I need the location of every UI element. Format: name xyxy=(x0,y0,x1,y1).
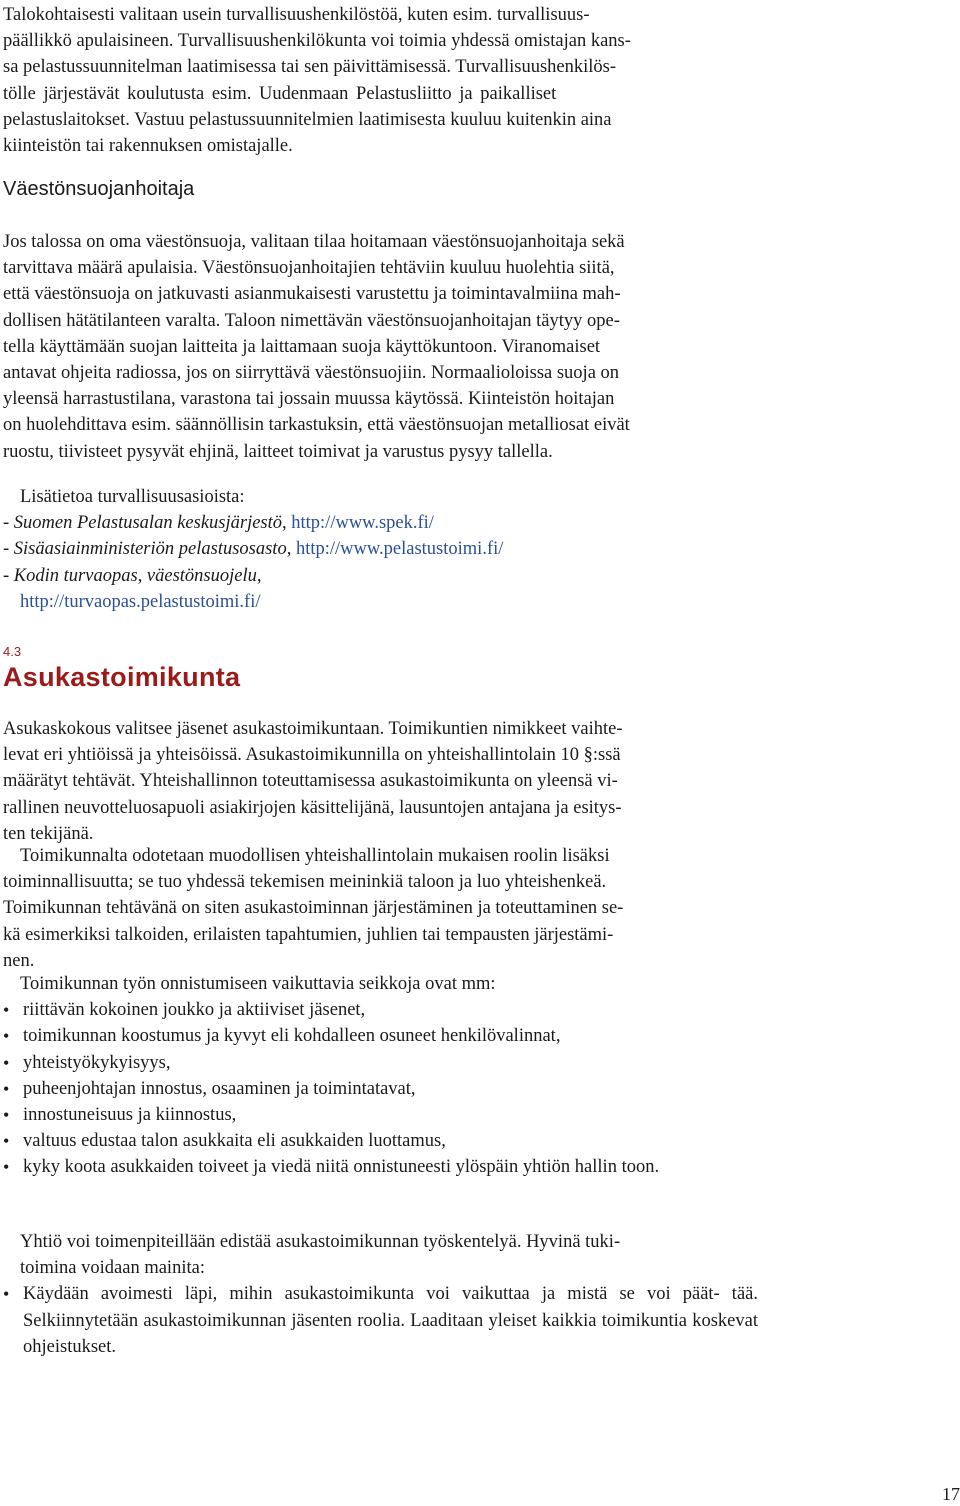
vss-line: tella käyttämään suojan laitteita ja laittamaan suoja käyttökuntoon. Viranomaiset xyxy=(3,336,601,357)
intro-line: Talokohtaisesti valitaan usein turvallisuushenkilöstöä, kuten esim. turvallisuus- xyxy=(3,5,590,25)
vss-paragraph xyxy=(3,229,761,465)
p3-intro: Toimikunnan työn onnistumiseen vaikuttavia seikkoja ovat mm: xyxy=(20,974,496,994)
link-label: Sisäasiainministeriön pelastusosasto, xyxy=(13,539,292,560)
section-number: 4.3 xyxy=(3,644,22,659)
intro-line: sa pelastussuunnitelman laatimisessa tai sen päivittämisessä. Turvallisuushenkilös- xyxy=(3,57,617,78)
link-item: - Sisäasiainministeriön pelastusosasto, http://www.pelastustoimi.fi/ xyxy=(3,539,504,560)
page-number: 17 xyxy=(942,1484,960,1504)
asukas-paragraph-1 xyxy=(3,716,761,847)
vss-line: että väestönsuoja on jatkuvasti asianmukaisesti varustettu ja toimintavalmiina mah- xyxy=(3,284,621,305)
list-item: • Käydään avoimesti läpi, mihin asukastoimikunta voi vaikuttaa ja mistä se voi päät- tää. Selkiinnytetään asukastoimikunnan jäsenten roolia. Laaditaan yleiset kaikkia toimikuntia koskevat ohjeistukset. xyxy=(3,1281,758,1360)
p2-line: Toimikunnan tehtävänä on siten asukastoiminnan järjestäminen ja toteuttaminen se- xyxy=(3,898,624,919)
vss-line: on huolehdittava esim. säännöllisin tarkastuksin, että väestönsuojan metalliosat eivät xyxy=(3,415,630,436)
p2-line: Toimikunnalta odotetaan muodollisen yhteishallintolain mukaisen roolin lisäksi xyxy=(20,846,610,866)
link-url[interactable]: http://turvaopas.pelastustoimi.fi/ xyxy=(20,591,261,612)
list-item: • innostuneisuus ja kiinnostus, xyxy=(3,1102,761,1128)
link-url[interactable]: http://www.pelastustoimi.fi/ xyxy=(295,539,504,560)
asukas-paragraph-3 xyxy=(3,971,761,1181)
p4-line: Yhtiö voi toimenpiteillään edistää asukastoimikunnan työskentelyä. Hyvinä tuki- xyxy=(20,1232,621,1252)
vss-line: tarvittava määrä apulaisia. Väestönsuojanhoitajien tehtäviin kuuluu huolehtia siitä, xyxy=(3,258,615,279)
list-item: • yhteistyökykyisyys, xyxy=(3,1050,761,1076)
intro-paragraph xyxy=(3,2,761,159)
link-label: Kodin turvaopas, väestönsuojelu, xyxy=(13,565,262,586)
list-item: • toimikunnan koostumus ja kyvyt eli kohdalleen osuneet henkilövalinnat, xyxy=(3,1023,761,1049)
links-title: Lisätietoa turvallisuusasioista: xyxy=(20,487,245,507)
intro-line: kiinteistön tai rakennuksen omistajalle. xyxy=(3,136,293,157)
list-item: • puheenjohtajan innostus, osaaminen ja toimintatavat, xyxy=(3,1076,761,1102)
p1-line: Asukaskokous valitsee jäsenet asukastoimikuntaan. Toimikuntien nimikkeet vaihte- xyxy=(3,719,623,739)
p1-line: määrätyt tehtävät. Yhteishallinnon toteuttamisessa asukastoimikunta on yleensä vi- xyxy=(3,771,618,792)
p2-line: toiminnallisuutta; se tuo yhdessä tekemisen meininkiä taloon ja luo yhteishenkeä. xyxy=(3,872,607,893)
intro-line: päällikkö apulaisineen. Turvallisuushenkilökunta voi toimia yhdessä omistajan kans- xyxy=(3,31,631,52)
link-item: - Suomen Pelastusalan keskusjärjestö, http://www.spek.fi/ xyxy=(3,513,434,534)
p1-line: ten tekijänä. xyxy=(3,823,94,844)
asukas-paragraph-2 xyxy=(3,843,761,974)
list-item: • riittävän kokoinen joukko ja aktiiviset jäsenet, xyxy=(3,997,761,1023)
p2-line: kä esimerkiksi talkoiden, erilaisten tapahtumien, juhlien tai tempausten järjestämi- xyxy=(3,924,614,945)
section-title: Asukastoimikunta xyxy=(3,662,241,692)
vss-line: ruostu, tiivisteet pysyvät ehjinä, laitteet toimivat ja varustus pysyy tallella. xyxy=(3,441,553,462)
vss-line: antavat ohjeita radiossa, jos on siirryttävä väestönsuojiin. Normaalioloissa suoja on xyxy=(3,363,620,384)
support-actions-list xyxy=(3,1281,761,1360)
vss-line: Jos talossa on oma väestönsuoja, valitaan tilaa hoitamaan väestönsuojanhoitaja sekä xyxy=(3,232,625,252)
link-item-continued xyxy=(3,589,761,615)
list-item: • kyky koota asukkaiden toiveet ja viedä niitä onnistuneesti ylöspäin yhtiön hallin toon. xyxy=(3,1154,758,1180)
link-label: Suomen Pelastusalan keskusjärjestö, xyxy=(13,513,287,534)
list-item: • valtuus edustaa talon asukkaita eli asukkaiden luottamus, xyxy=(3,1128,761,1154)
vss-line: yleensä harrastustilana, varastona tai jossain muussa käytössä. Kiinteistön hoitajan xyxy=(3,389,615,410)
p1-line: levat eri yhtiöissä ja yhteisöissä. Asukastoimikunnilla on yhteishallintolain 10 §:ssä xyxy=(3,745,621,766)
success-factors-list xyxy=(3,997,761,1180)
p4-line: toimina voidaan mainita: xyxy=(20,1258,205,1279)
link-url[interactable]: http://www.spek.fi/ xyxy=(291,513,434,534)
asukas-paragraph-4 xyxy=(3,1229,761,1360)
p1-line: rallinen neuvotteluosapuoli asiakirjojen käsittelijänä, lausuntojen antajana ja esitys- xyxy=(3,797,622,818)
intro-line: tölle järjestävät koulutusta esim. Uudenmaan Pelastusliitto ja paikalliset xyxy=(3,83,557,104)
intro-line: pelastuslaitokset. Vastuu pelastussuunnitelmien laatimisesta kuuluu kuitenkin aina xyxy=(3,109,612,130)
links-block xyxy=(3,484,761,615)
link-item: - Kodin turvaopas, väestönsuojelu, xyxy=(3,565,262,586)
vss-line: dollisen hätätilanteen varalta. Taloon nimettävän väestönsuojanhoitajan täytyy ope- xyxy=(3,310,620,331)
vss-heading: Väestönsuojanhoitaja xyxy=(3,178,195,200)
p2-line: nen. xyxy=(3,950,35,971)
